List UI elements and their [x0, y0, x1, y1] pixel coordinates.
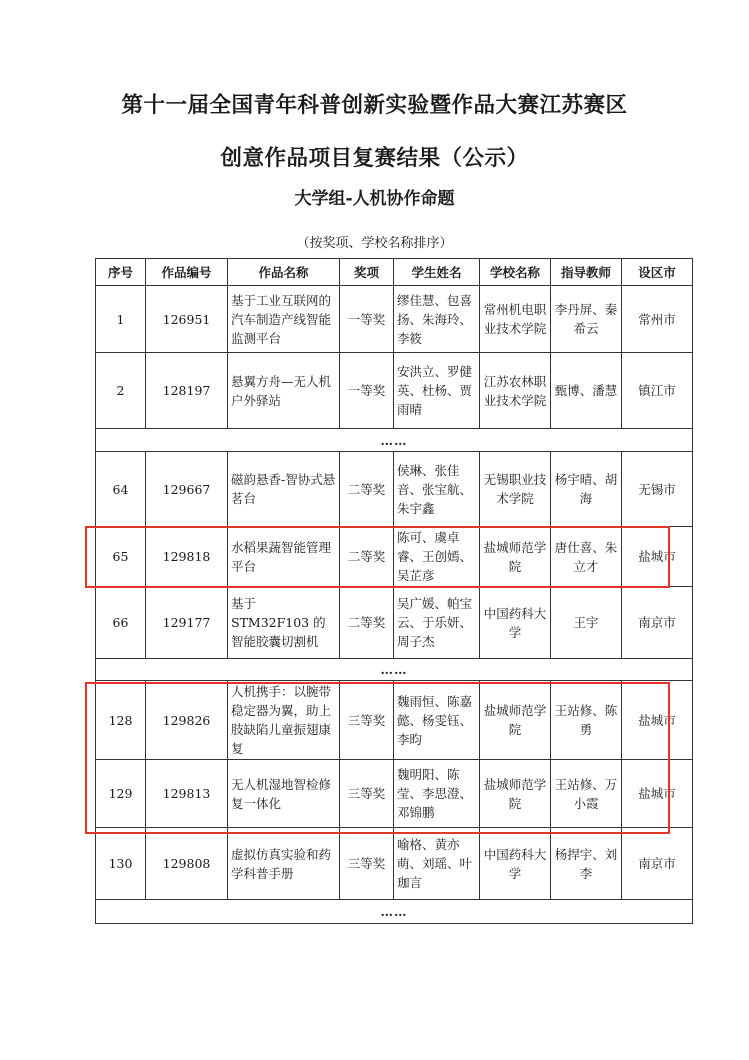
table-row — [96, 286, 693, 353]
cell-name: 人机携手：以腕带稳定器为翼，助上肢缺陷儿童振翅康复 — [228, 681, 340, 760]
highlight-box-rows-128-129 — [85, 682, 670, 834]
col-header: 指导教师 — [551, 259, 622, 286]
col-header: 奖项 — [340, 259, 394, 286]
col-header: 作品编号 — [146, 259, 228, 286]
cell-students: 魏明阳、陈莹、李思澄、邓锦鹏 — [394, 760, 480, 828]
cell-no: 130 — [96, 828, 146, 900]
cell-city: 南京市 — [622, 587, 693, 659]
cell-award: 一等奖 — [340, 286, 394, 353]
cell-teachers: 王站修、万小霞 — [551, 760, 622, 828]
cell-teachers: 王宇 — [551, 587, 622, 659]
table-row — [96, 828, 693, 900]
cell-teachers: 甄博、潘慧 — [551, 353, 622, 429]
cell-name: 虚拟仿真实验和药学科普手册 — [228, 828, 340, 900]
cell-teachers: 王站修、陈勇 — [551, 681, 622, 760]
cell-teachers: 杨宇晴、胡海 — [551, 452, 622, 527]
table-row — [96, 452, 693, 527]
cell-no: 2 — [96, 353, 146, 429]
cell-id: 129667 — [146, 452, 228, 527]
page-title-line1: 第十一届全国青年科普创新实验暨作品大赛江苏赛区 — [121, 93, 628, 118]
cell-no: 66 — [96, 587, 146, 659]
page-subtitle: 大学组-人机协作命题 — [294, 189, 455, 209]
cell-no: 65 — [96, 527, 146, 587]
col-header: 学校名称 — [480, 259, 551, 286]
ellipsis-row — [96, 659, 693, 681]
cell-students: 陈可、虞卓睿、王创嫣、吴芷彦 — [394, 527, 480, 587]
ellipsis-row — [96, 900, 693, 924]
cell-teachers: 李丹屏、秦希云 — [551, 286, 622, 353]
cell-school: 常州机电职业技术学院 — [480, 286, 551, 353]
cell-students: 侯琳、张佳音、张宝航、朱宇鑫 — [394, 452, 480, 527]
col-header: 设区市 — [622, 259, 693, 286]
cell-school: 中国药科大学 — [480, 587, 551, 659]
cell-teachers: 唐仕喜、朱立才 — [551, 527, 622, 587]
col-header: 作品名称 — [228, 259, 340, 286]
cell-city: 镇江市 — [622, 353, 693, 429]
cell-city: 南京市 — [622, 828, 693, 900]
cell-id: 129826 — [146, 681, 228, 760]
cell-school: 盐城师范学院 — [480, 681, 551, 760]
cell-city: 盐城市 — [622, 527, 693, 587]
cell-students: 缪佳慧、包喜扬、朱海玲、李筱 — [394, 286, 480, 353]
table-header-row — [96, 259, 693, 286]
cell-students: 魏雨恒、陈嘉懿、杨雯钰、李昀 — [394, 681, 480, 760]
cell-name: 悬翼方舟—无人机户外驿站 — [228, 353, 340, 429]
cell-students: 喻格、黄亦萌、刘瑶、叶珈言 — [394, 828, 480, 900]
cell-teachers: 杨捍宇、刘李 — [551, 828, 622, 900]
cell-school: 盐城师范学院 — [480, 527, 551, 587]
cell-no: 128 — [96, 681, 146, 760]
cell-name: 基于工业互联网的汽车制造产线智能监测平台 — [228, 286, 340, 353]
highlight-box-row-65 — [85, 526, 670, 588]
cell-no: 129 — [96, 760, 146, 828]
page-title-line2: 创意作品项目复赛结果（公示） — [220, 146, 529, 171]
table-row — [96, 587, 693, 659]
sort-note: （按奖项、学校名称排序） — [296, 236, 453, 251]
cell-award: 三等奖 — [340, 828, 394, 900]
cell-no: 64 — [96, 452, 146, 527]
table-row — [96, 353, 693, 429]
cell-city: 盐城市 — [622, 760, 693, 828]
cell-id: 129818 — [146, 527, 228, 587]
cell-award: 三等奖 — [340, 760, 394, 828]
ellipsis-row — [96, 429, 693, 452]
cell-name: 磁韵悬香-智协式悬茗台 — [228, 452, 340, 527]
cell-school: 盐城师范学院 — [480, 760, 551, 828]
cell-school: 无锡职业技术学院 — [480, 452, 551, 527]
cell-city: 常州市 — [622, 286, 693, 353]
cell-students: 安洪立、罗健英、杜杨、贾雨晴 — [394, 353, 480, 429]
cell-award: 一等奖 — [340, 353, 394, 429]
cell-no: 1 — [96, 286, 146, 353]
cell-school: 中国药科大学 — [480, 828, 551, 900]
ellipsis: …… — [96, 659, 693, 681]
cell-award: 二等奖 — [340, 527, 394, 587]
cell-school: 江苏农林职业技术学院 — [480, 353, 551, 429]
cell-id: 129808 — [146, 828, 228, 900]
cell-id: 129177 — [146, 587, 228, 659]
col-header: 序号 — [96, 259, 146, 286]
cell-name: 水稻果蔬智能管理平台 — [228, 527, 340, 587]
cell-award: 三等奖 — [340, 681, 394, 760]
ellipsis: …… — [96, 900, 693, 924]
cell-name: 无人机湿地智检修复一体化 — [228, 760, 340, 828]
cell-id: 128197 — [146, 353, 228, 429]
cell-city: 无锡市 — [622, 452, 693, 527]
cell-award: 二等奖 — [340, 452, 394, 527]
cell-id: 126951 — [146, 286, 228, 353]
col-header: 学生姓名 — [394, 259, 480, 286]
cell-name: 基于 STM32F103 的智能胶囊切割机 — [228, 587, 340, 659]
cell-id: 129813 — [146, 760, 228, 828]
ellipsis: …… — [96, 429, 693, 452]
cell-award: 二等奖 — [340, 587, 394, 659]
cell-city: 盐城市 — [622, 681, 693, 760]
cell-students: 吴广媛、帕宝云、于乐妍、周子杰 — [394, 587, 480, 659]
